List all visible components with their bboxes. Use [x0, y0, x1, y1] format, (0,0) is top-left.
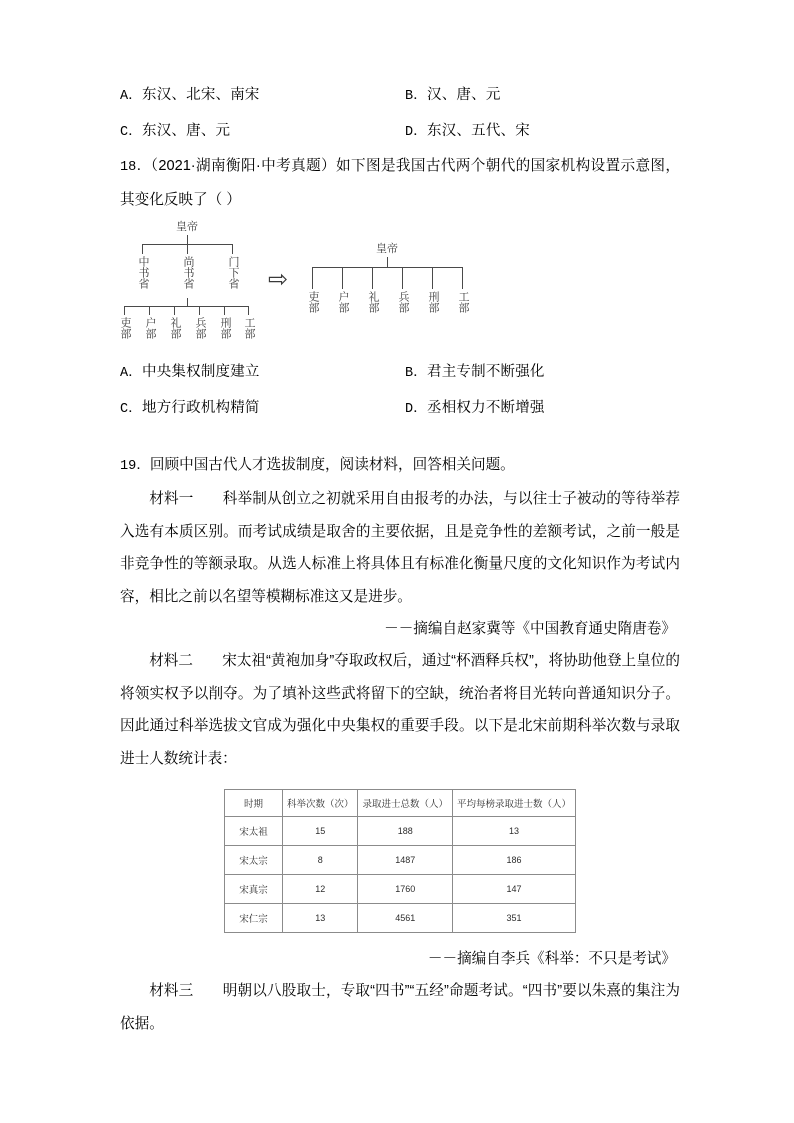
row-2-period: 宋真宗	[224, 875, 282, 904]
material1-label: 材料一	[149, 491, 194, 507]
row-2-total-jinshi: 1760	[358, 875, 453, 904]
material2-text: 宋太祖“黄袍加身”夺取政权后，通过“杯酒释兵权”，将协助他登上皇位的将领实权予以削夺。为了填补这些武将留下的空缺，统治者将目光转向普通知识分子。因此通过科举选拔文官成为强化中央集权的重要手段。以下是北宋前期科举次数与录取进士人数统计表：	[120, 653, 680, 767]
q17-option-a-text: 东汉、北宋、南宋	[142, 87, 260, 103]
row-3-exam-count: 13	[282, 904, 358, 933]
q18-options-row-2	[120, 391, 680, 427]
left-tier3-gongbu: 工部	[243, 317, 255, 339]
right-tier2-drop-4	[402, 267, 403, 289]
q17-option-a	[120, 78, 395, 114]
row-0-exam-count: 15	[282, 817, 358, 846]
q18-option-b-text: 君主专制不断强化	[427, 364, 545, 380]
material3-label: 材料三	[149, 983, 194, 999]
table-row	[224, 817, 575, 846]
right-tier2-gongbu: 工部	[457, 291, 469, 313]
left-tier3-libu: 吏部	[119, 317, 131, 339]
q19-stem-text: 回顾中国古代人才选拔制度，阅读材料，回答相关问题。	[149, 457, 515, 473]
right-tier2-drop-6	[462, 267, 463, 289]
material1-source: －－摘编自赵家冀等《中国教育通史隋唐卷》	[384, 621, 676, 637]
q17-option-b-text: 汉、唐、元	[427, 87, 501, 103]
row-3-avg-jinshi: 351	[453, 904, 576, 933]
q17-option-b-tag: B．	[405, 89, 428, 104]
transition-arrow-icon: ⇨	[268, 265, 289, 293]
q18-option-a-tag: A．	[120, 366, 143, 381]
right-emperor-stem	[387, 257, 388, 267]
q17-option-d-text: 东汉、五代、宋	[427, 123, 530, 139]
q18-stem	[120, 150, 680, 217]
q18-option-d	[395, 391, 680, 427]
material2-source: －－摘编自李兵《科举：不只是考试》	[427, 951, 676, 967]
q19-stem	[120, 449, 680, 483]
q18-stem-text: 如下图是我国古代两个朝代的国家机构设置示意图，其变化反映了（ ）	[120, 158, 680, 208]
left-tier2-drop-3	[232, 244, 233, 254]
right-tier2-libu-rites: 礼部	[367, 291, 379, 313]
q17-option-c-tag: C．	[120, 125, 143, 140]
q18-option-b-tag: B．	[405, 366, 428, 381]
right-tier2-bus	[312, 267, 462, 268]
left-tier3-bingbu: 兵部	[194, 317, 206, 339]
left-tier2-zhongshusheng: 中书省	[137, 256, 149, 289]
right-tier2-drop-1	[312, 267, 313, 289]
song-exam-stats-table	[224, 789, 576, 933]
table-header-row	[224, 790, 575, 817]
left-shangshu-stem	[187, 298, 188, 306]
table-row	[224, 846, 575, 875]
table-row	[224, 904, 575, 933]
q19-material1	[120, 483, 680, 613]
q17-option-a-tag: A．	[120, 89, 143, 104]
table-header-avg-jinshi: 平均每榜录取进士数（人）	[453, 790, 576, 817]
q18-option-d-text: 丞相权力不断增强	[427, 400, 545, 416]
right-tier2-bingbu: 兵部	[397, 291, 409, 313]
left-tier2-menxiasheng: 门下省	[227, 256, 239, 289]
left-tier3-drop-5	[224, 306, 225, 315]
q18-option-c	[120, 391, 395, 427]
left-tier3-drop-2	[149, 306, 150, 315]
q18-option-b	[395, 355, 680, 391]
left-tier2-drop-2	[187, 244, 188, 254]
q18-org-diagram	[120, 221, 680, 349]
q17-option-c	[120, 114, 395, 150]
spacer-before-q19	[120, 427, 680, 449]
row-3-total-jinshi: 4561	[358, 904, 453, 933]
table-header-period: 时期	[224, 790, 282, 817]
left-tier3-drop-6	[248, 306, 249, 315]
row-1-total-jinshi: 1487	[358, 846, 453, 875]
left-tier3-xingbu: 刑部	[219, 317, 231, 339]
left-tier3-drop-3	[174, 306, 175, 315]
right-tier2-libu: 吏部	[307, 291, 319, 313]
right-tier2-hubu: 户部	[337, 291, 349, 313]
q18-option-d-tag: D．	[405, 402, 428, 417]
q17-option-b	[395, 78, 680, 114]
left-tier2-shangshusheng: 尚书省	[182, 256, 194, 289]
row-0-period: 宋太祖	[224, 817, 282, 846]
row-1-period: 宋太宗	[224, 846, 282, 875]
q19-material3	[120, 975, 680, 1040]
table-header-total-jinshi: 录取进士总数（人）	[358, 790, 453, 817]
q17-option-d	[395, 114, 680, 150]
q19-number: 19．	[120, 459, 150, 474]
left-tier3-libu-rites: 礼部	[169, 317, 181, 339]
q18-source: （2021·湖南衡阳·中考真题）	[150, 158, 337, 174]
q19-material2	[120, 645, 680, 775]
row-0-total-jinshi: 188	[358, 817, 453, 846]
q18-options-row-1	[120, 355, 680, 391]
left-tier3-hubu: 户部	[144, 317, 156, 339]
q18-option-a-text: 中央集权制度建立	[142, 364, 260, 380]
page-content	[120, 78, 680, 1040]
material1-text: 科举制从创立之初就采用自由报考的办法，与以往士子被动的等待举荐入选有本质区别。而考试成绩是取舍的主要依据，且是竞争性的差额考试，之前一般是非竞争性的等额录取。从选人标准上将具体且有标准化衡量尺度的文化知识作为考试内容，相比之前以名望等模糊标准这又是进步。	[120, 491, 680, 605]
right-tier2-xingbu: 刑部	[427, 291, 439, 313]
left-emperor-stem	[187, 235, 188, 244]
q18-option-c-tag: C．	[120, 402, 143, 417]
q17-options-row-2	[120, 114, 680, 150]
right-emperor-label: 皇帝	[376, 243, 398, 255]
material2-label: 材料二	[149, 653, 194, 669]
q18-option-a	[120, 355, 395, 391]
right-tier2-drop-5	[432, 267, 433, 289]
row-1-exam-count: 8	[282, 846, 358, 875]
left-tier3-drop-1	[124, 306, 125, 315]
row-3-period: 宋仁宗	[224, 904, 282, 933]
q17-option-c-text: 东汉、唐、元	[142, 123, 231, 139]
left-tier3-bus	[124, 306, 248, 307]
q18-number: 18．	[120, 160, 151, 175]
table-row	[224, 875, 575, 904]
right-tier2-drop-2	[342, 267, 343, 289]
q18-option-c-text: 地方行政机构精简	[142, 400, 260, 416]
left-emperor-label: 皇帝	[176, 221, 198, 233]
left-tier2-drop-1	[142, 244, 143, 254]
row-2-exam-count: 12	[282, 875, 358, 904]
row-1-avg-jinshi: 186	[453, 846, 576, 875]
q17-options-row-1	[120, 78, 680, 114]
row-0-avg-jinshi: 13	[453, 817, 576, 846]
q17-option-d-tag: D．	[405, 125, 428, 140]
left-tier3-drop-4	[199, 306, 200, 315]
right-tier2-drop-3	[372, 267, 373, 289]
material3-text: 明朝以八股取士，专取“四书”“五经”命题考试。“四书”要以朱熹的集注为依据。	[120, 983, 680, 1032]
table-header-exam-count: 科举次数（次）	[282, 790, 358, 817]
row-2-avg-jinshi: 147	[453, 875, 576, 904]
stats-table-wrap	[120, 789, 680, 933]
